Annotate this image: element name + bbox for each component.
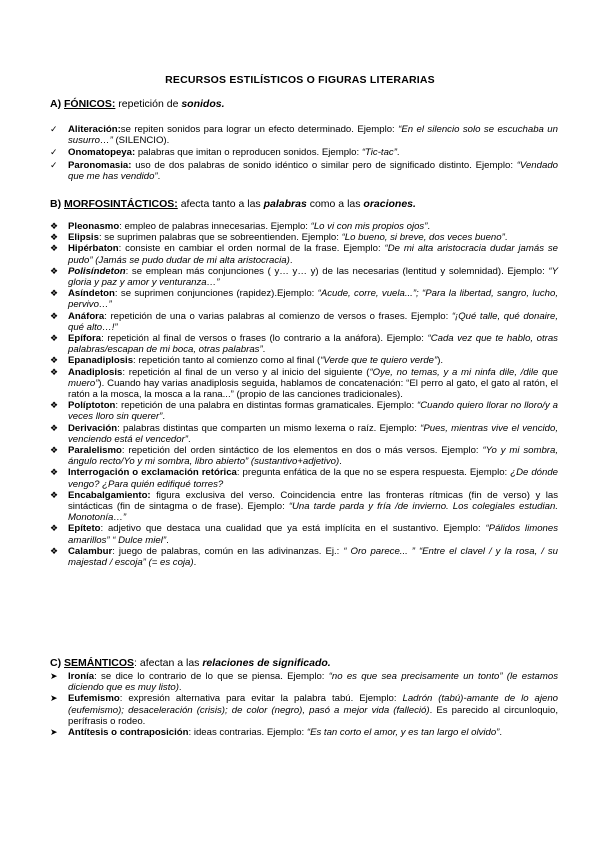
diamond-bullet-icon: ❖	[50, 243, 59, 254]
list-item: ❖ Derivación: palabras distintas que comparten un mismo lexema o raíz. Ejemplo: “Pues, mientras vive el vencido, venciendo está el vencedor”.	[50, 422, 558, 445]
section-emphasis: palabras	[263, 198, 307, 210]
check-icon: ✓	[50, 147, 58, 158]
diamond-bullet-icon: ❖	[50, 422, 59, 433]
diamond-bullet-icon: ❖	[50, 489, 59, 500]
diamond-bullet-icon: ❖	[50, 355, 59, 366]
section-emphasis: sonidos.	[181, 98, 225, 110]
check-icon: ✓	[50, 124, 58, 134]
list-item: ✓ Aliteración:se repiten sonidos para lograr un efecto determinado. Ejemplo: “En el silencio solo se escuchaba un susurro…” (SILENCIO).	[50, 124, 558, 147]
list-item: ❖ Pleonasmo: empleo de palabras innecesarias. Ejemplo: “Lo vi con mis propios ojos”.	[50, 221, 431, 232]
section-term: SEMÁNTICOS	[64, 657, 135, 669]
diamond-bullet-icon: ❖	[50, 545, 59, 556]
fonicos-list	[48, 124, 558, 182]
section-term: FÓNICOS:	[64, 98, 116, 110]
list-item: ➤ Eufemismo: expresión alternativa para evitar la palabra tabú. Ejemplo: Ladrón (tabú)-amante de lo ajeno (eufemismo); desaceleración (crisis); de color (negro), pasó a mejor vida (falleció). Es parecido al circunloquio, perífrasis o rodeo.	[50, 693, 558, 727]
list-item: ❖ Políptoton: repetición de una palabra en distintas formas gramaticales. Ejemplo: “Cuando quiero llorar no lloro/y a veces lloro sin querer”.	[50, 400, 558, 423]
section-letter: A)	[50, 98, 62, 110]
check-icon: ✓	[50, 159, 58, 170]
diamond-bullet-icon: ❖	[50, 400, 59, 411]
list-item: ➤ Antítesis o contraposición: ideas contrarias. Ejemplo: “Es tan corto el amor, y es tan largo el olvido”.	[50, 727, 503, 739]
diamond-bullet-icon: ❖	[50, 333, 59, 344]
diamond-bullet-icon: ❖	[50, 265, 59, 276]
section-emphasis: relaciones de significado.	[202, 657, 331, 669]
list-item: ❖ Polisíndeton: se emplean más conjunciones ( y… y… y) de las necesarias (lentitud y solemnidad). Ejemplo: “Y gloria y paz y amor y venturanza…”	[50, 265, 558, 289]
diamond-bullet-icon: ❖	[50, 445, 59, 456]
section-desc: : afectan a las	[134, 657, 200, 669]
section-semanticos-heading	[50, 657, 550, 670]
arrow-bullet-icon: ➤	[50, 671, 58, 681]
list-item: ❖ Epanadiplosis: repetición tanto al comienzo como al final (“Verde que te quiero verde”).	[50, 355, 444, 367]
list-item: ❖ Epífora: repetición al final de versos o frases (lo contrario a la anáfora). Ejemplo: “Cada vez que te hablo, otras palabras/escapan de mi boca, otras palabras”.	[50, 333, 558, 356]
list-item: ❖ Anáfora: repetición de una o varias palabras al comienzo de versos o frases. Ejemplo: “¡Qué talle, qué donaire, qué alto…!”	[50, 310, 558, 333]
diamond-bullet-icon: ❖	[50, 288, 59, 299]
diamond-bullet-icon: ❖	[50, 366, 59, 377]
list-item: ❖ Epíteto: adjetivo que destaca una cualidad que ya está implícita en el sustantivo. Ejemplo: “Pálidos limones amarillos” “ Dulce miel”.	[50, 523, 558, 546]
section-morfo-heading	[50, 198, 550, 211]
section-desc: afecta tanto a las	[180, 198, 261, 210]
list-item: ➤ Ironía: se dice lo contrario de lo que se piensa. Ejemplo: “no es que sea precisamente un tonto” (le estamos diciendo que es muy listo).	[50, 671, 558, 694]
section-letter: C)	[50, 657, 62, 669]
list-item: ❖ Hipérbaton: consiste en cambiar el orden normal de la frase. Ejemplo: “De mi alta aristocracia dudar jamás se pudo” (Jamás se pudo dudar de mi alta aristocracia).	[50, 243, 558, 266]
list-item: ❖ Interrogación o exclamación retórica: pregunta enfática de la que no se espera respuesta. Ejemplo: ¿De dónde vengo? ¿Para quién edifiqué torres?	[50, 467, 558, 490]
arrow-bullet-icon: ➤	[50, 693, 58, 704]
diamond-bullet-icon: ❖	[50, 221, 59, 231]
section-desc: repetición de	[118, 98, 179, 110]
semanticos-list	[48, 671, 558, 738]
list-item: ✓ Onomatopeya: palabras que imitan o reproducen sonidos. Ejemplo: “Tic-tac”.	[50, 147, 400, 159]
diamond-bullet-icon: ❖	[50, 310, 59, 321]
morfo-list	[48, 221, 558, 568]
list-item: ❖ Anadiplosis: repetición al final de un verso y al inicio del siguiente (“Oye, no temas, y a mi ninfa dile, /dile que muero”). Cuando hay varias anadiplosis seguida, hablamos de concatenación: “El perro al gato, el gato al ratón, el ratón a la mosca, la mosca a la rana...” (propio de las canciones tradicionales).	[50, 366, 558, 401]
list-item: ❖ Paralelismo: repetición del orden sintáctico de los elementos en dos o más versos. Ejemplo: “Yo y mi sombra, ángulo recto/Yo y mi sombra, libro abierto” (sustantivo+adjetivo).	[50, 445, 558, 468]
diamond-bullet-icon: ❖	[50, 523, 59, 534]
diamond-bullet-icon: ❖	[50, 467, 59, 478]
section-term: MORFOSINTÁCTICOS:	[64, 198, 178, 210]
list-item: ❖ Calambur: juego de palabras, común en las adivinanzas. Ej.: “ Oro parece... ” “Entre el clavel / y la rosa, / su majestad / escoja” (= es coja).	[50, 545, 558, 569]
diamond-bullet-icon: ❖	[50, 232, 59, 243]
section-letter: B)	[50, 198, 62, 210]
page-title: RECURSOS ESTILÍSTICOS O FIGURAS LITERARIAS	[165, 74, 435, 86]
section-emphasis: oraciones.	[363, 198, 416, 210]
section-fonicos-heading	[50, 98, 550, 111]
list-item: ❖ Asíndeton: se suprimen conjunciones (rapidez).Ejemplo: “Acude, corre, vuela...”; “Para la libertad, sangro, lucho, pervivo…”	[50, 288, 558, 311]
arrow-bullet-icon: ➤	[50, 727, 58, 738]
list-item: ✓ Paronomasia: uso de dos palabras de sonido idéntico o similar pero de significado distinto. Ejemplo: “Vendado que me has vendido”.	[50, 159, 558, 182]
list-item: ❖ Elipsis: se suprimen palabras que se sobreentienden. Ejemplo: “Lo bueno, si breve, dos veces bueno”.	[50, 232, 508, 244]
list-item: ❖ Encabalgamiento: figura exclusiva del verso. Coincidencia entre las fronteras rítmicas (fin de verso) y las sintácticas (fin de sintagma o de frase). Ejemplo: “Una tarde parda y fría /de invierno. Los colegiales estudian. Monotonía…”	[50, 489, 558, 524]
section-desc: como a las	[309, 198, 361, 210]
